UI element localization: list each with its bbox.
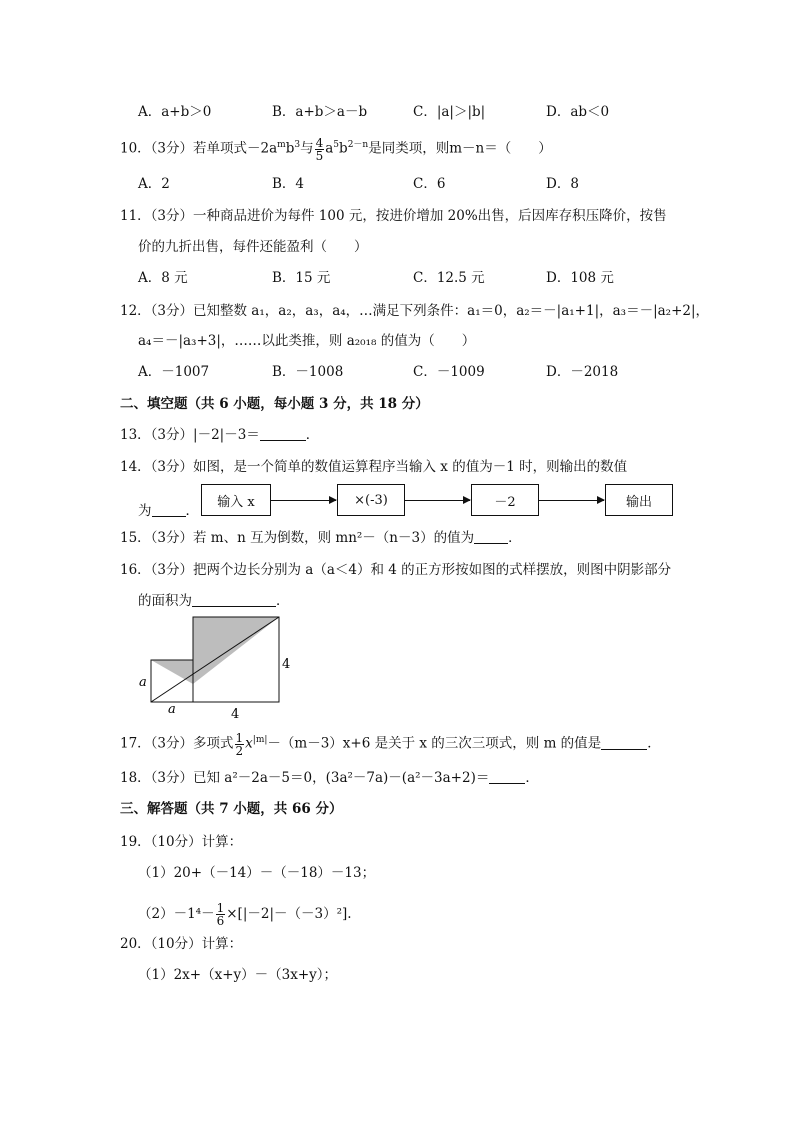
q11-option-d: D．108 元 [546,270,614,286]
question-19-part1: （1）20+（－14）－（－18）－13； [138,865,376,881]
question-12-line2: a₄＝－|a₃+3|，……以此类推，则 a₂₀₁₈ 的值为（ ） [138,333,476,349]
two-squares-figure [130,612,300,720]
question-13: 13．（3分）|－2|－3＝ ． [120,427,320,443]
question-14-line2: 为 ． [138,503,199,519]
question-11-line2: 价的九折出售，每件还能盈利（ ） [138,239,368,255]
answer-blank[interactable] [152,502,186,517]
q19-fraction: $\frac{1}{6}$ [216,901,225,928]
question-12-line1: 12．（3分）已知整数 a₁，a₂，a₃，a₄，…满足下列条件：a₁＝0，a₂＝－|a₁+1|，a₃＝－|a₂+2|， [120,303,710,319]
q10-option-a: A．2 [138,176,170,192]
question-10: 10．（3分）若单项式$-2a^mb^3$与 $\frac{4}{5}$ $a^5b^{2-n}$是同类项，则m－n＝（ ） [120,135,552,163]
question-16-line2: 的面积为 ． [138,593,290,609]
q12-option-c: C．－1009 [413,364,485,380]
q12-option-b: B．－1008 [272,364,344,380]
q9-option-c: C．|a|＞|b| [413,104,486,120]
q11-option-a: A．8 元 [138,270,188,286]
answer-blank[interactable] [260,426,306,441]
q12-option-d: D．－2018 [546,364,619,380]
q9-option-a: A．a+b＞0 [138,104,212,120]
flow-box-input: 输入 x [201,484,271,516]
question-19-title: 19．（10分）计算： [120,834,243,850]
answer-blank[interactable] [192,592,276,607]
label-four-bottom: 4 [231,707,240,720]
question-15: 15．（3分）若 m、n 互为倒数，则 mn²－（n－3）的值为 ． [120,530,522,546]
question-18: 18．（3分）已知 a²－2a－5＝0，(3a²－7a)－(a²－3a+2)＝ ． [120,770,539,786]
label-four-right: 4 [282,657,291,672]
flow-arrow [538,500,604,501]
flow-arrow [404,500,470,501]
q12-option-a: A．－1007 [138,364,210,380]
q9-option-d: D．ab＜0 [546,104,610,120]
q11-option-c: C．12.5 元 [413,270,485,286]
label-a-left: a [139,675,147,690]
flow-box-output: 输出 [605,484,673,516]
label-a-bottom: a [168,702,176,717]
q9-option-b: B．a+b＞a－b [272,104,368,120]
question-20-title: 20．（10分）计算： [120,936,243,952]
q10-option-c: C．6 [413,176,446,192]
q10-option-b: B．4 [272,176,305,192]
shaded-region-small [151,660,193,684]
question-19-part2: （2）－1⁴－ $\frac{1}{6}$ ×[|－2|－（－3）²]. [138,901,352,928]
question-17: 17．（3分）多项式 $\frac{1}{2}$ $x^{|m|}-(m-3)x+6$ 是关于 x 的三次三项式，则 m 的值是 ． [120,730,661,758]
section-fill-in-heading: 二、填空题（共 6 小题，每小题 3 分，共 18 分） [120,396,429,412]
flow-box-subtract: －2 [471,484,539,516]
question-11-line1: 11．（3分）一种商品进价为每件 100 元，按进价增加 20%出售，后因库存积压降价，按售 [120,208,667,224]
question-14-line1: 14．（3分）如图，是一个简单的数值运算程序当输入 x 的值为－1 时，则输出的数值 [120,459,628,475]
answer-blank[interactable] [601,735,647,750]
q11-option-b: B．15 元 [272,270,331,286]
answer-blank[interactable] [489,769,525,784]
shaded-region-large [193,617,279,684]
question-16-line1: 16．（3分）把两个边长分别为 a（a＜4）和 4 的正方形按如图的式样摆放，则图中阴影部分 [120,562,672,578]
flow-arrow [270,500,336,501]
section-solve-heading: 三、解答题（共 7 小题，共 66 分） [120,801,343,817]
q10-fraction: $\frac{4}{5}$ [315,135,324,163]
flow-box-multiply: ×(-3) [337,484,405,516]
q10-option-d: D．8 [546,176,579,192]
question-20-part1: （1）2x+（x+y）－（3x+y）； [138,967,338,983]
q17-fraction: $\frac{1}{2}$ [235,730,244,758]
answer-blank[interactable] [474,529,508,544]
